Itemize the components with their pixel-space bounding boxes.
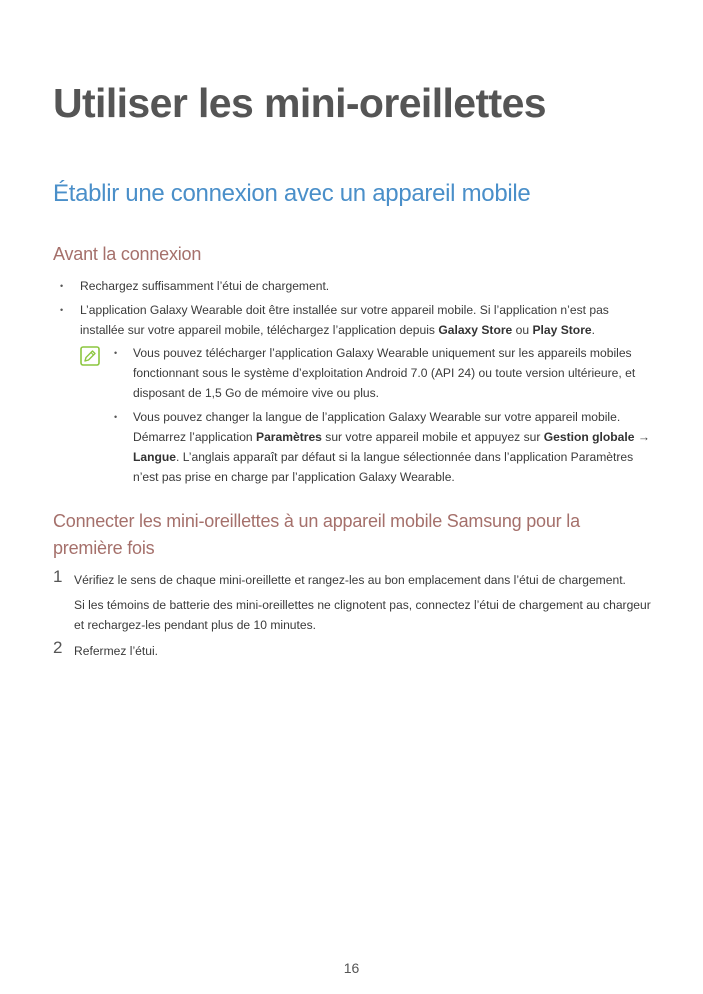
note-block bbox=[80, 343, 650, 491]
note-item-2: • Vous pouvez changer la langue de l’application Galaxy Wearable sur votre appareil mobile. Démarrez l’application Paramètres sur votre appareil mobile et appuyez sur Gestion globale → Langue. L’anglais apparaît par défaut si la langue sélectionnée dans l’application Paramètres n’est pas prise en charge par l’application Galaxy Wearable. bbox=[107, 407, 650, 487]
note-pencil-icon bbox=[80, 346, 100, 366]
step-1 bbox=[53, 567, 653, 635]
play-store-label: Play Store bbox=[532, 323, 592, 337]
parametres-label: Paramètres bbox=[256, 430, 322, 444]
gestion-globale-label: Gestion globale bbox=[543, 430, 635, 444]
avant-bullet-2: • L’application Galaxy Wearable doit être installée sur votre appareil mobile. Si l’application n’est pas installée sur votre appareil mobile, téléchargez l’application depuis Galaxy Store ou Play Store. bbox=[53, 300, 653, 340]
step-text: Refermez l’étui. bbox=[74, 644, 159, 658]
langue-label: Langue bbox=[133, 450, 177, 464]
steps-list bbox=[53, 567, 653, 667]
page-number: 16 bbox=[343, 960, 360, 976]
page-title: Utiliser les mini-oreillettes bbox=[53, 80, 546, 126]
galaxy-store-label: Galaxy Store bbox=[438, 323, 513, 337]
avant-connexion-title: Avant la connexion bbox=[53, 244, 202, 264]
note-item-1: • Vous pouvez télécharger l’application Galaxy Wearable uniquement sur les appareils mobiles fonctionnant sous le système d’exploitation Android 7.0 (API 24) ou toute version ultérieure, et disposant de 1,5 Go de mémoire vive ou plus. bbox=[107, 343, 650, 403]
note-list bbox=[80, 343, 650, 487]
step-extra-text: Si les témoins de batterie des mini-oreillettes ne clignotent pas, connectez l’étui de chargement au chargeur et rechargez-les pendant plus de 10 minutes. bbox=[74, 598, 651, 632]
step-2 bbox=[53, 638, 653, 661]
connect-title: Connecter les mini-oreillettes à un appareil mobile Samsung pour la première fois bbox=[53, 511, 580, 558]
avant-bullet-list bbox=[53, 276, 653, 344]
step-number: 2 bbox=[53, 638, 63, 657]
step-text: Vérifiez le sens de chaque mini-oreillette et rangez-les au bon emplacement dans l’étui de chargement. bbox=[74, 573, 626, 587]
step-number: 1 bbox=[53, 567, 63, 586]
section-title: Établir une connexion avec un appareil mobile bbox=[53, 180, 531, 207]
avant-bullet-1: • Rechargez suffisamment l’étui de chargement. bbox=[53, 276, 653, 296]
